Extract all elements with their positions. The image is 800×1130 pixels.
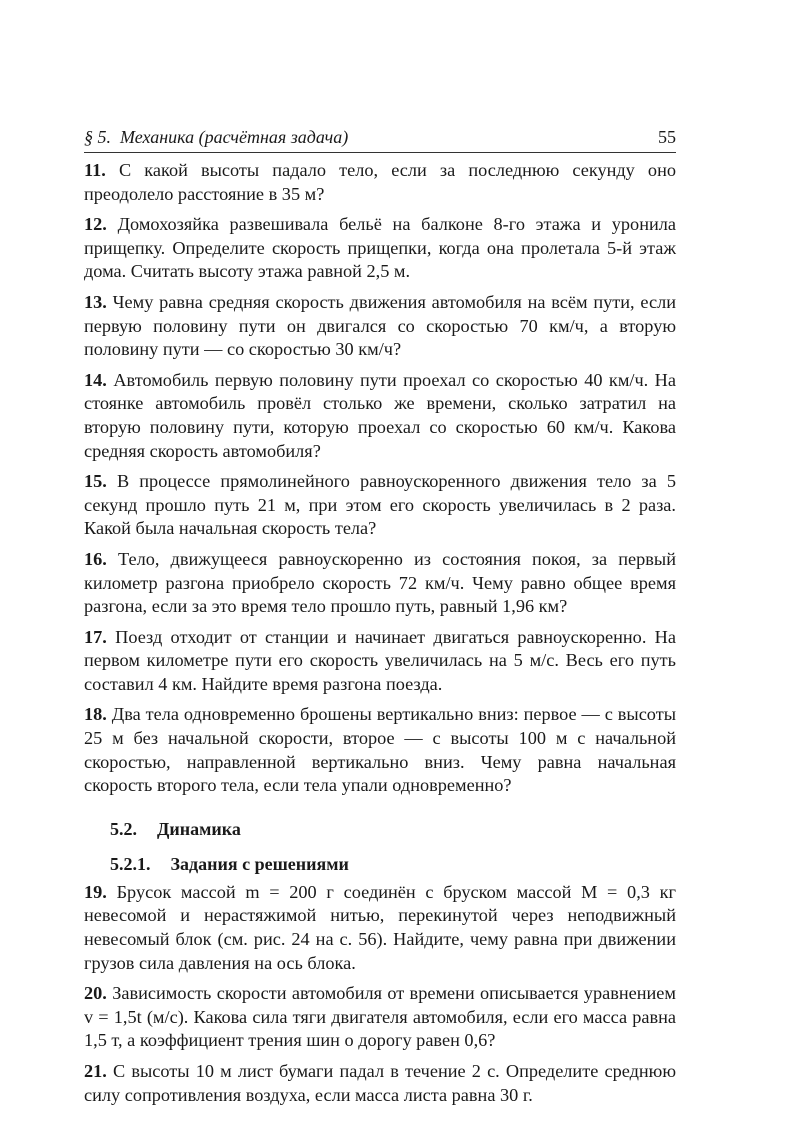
problem-number: 14. — [84, 369, 107, 390]
problem-text: Тело, движущееся равноускоренно из состояния покоя, за первый километр разгона приобрело скорость 72 км/ч. Чему равно общее время разгона, если за это время тело прошло путь, равный 1,96 км? — [84, 548, 676, 617]
subsection-title: Задания с решениями — [170, 853, 349, 874]
problem-item — [84, 982, 676, 1053]
problem-item — [84, 369, 676, 463]
header-chapter-title: Механика (расчётная задача) — [120, 127, 349, 147]
problem-number: 21. — [84, 1061, 107, 1081]
problem-text: Два тела одновременно брошены вертикально вниз: первое — с высоты 25 м без начальной скорости, второе — с высоты 100 м с начальной скоростью, направленной вертикально вниз. Чему равна начальная скорость второго тела, если тела упали одновременно? — [84, 704, 676, 796]
problem-list-b — [84, 881, 676, 1107]
problem-text: Брусок массой m = 200 г соединён с бруском массой M = 0,3 кг невесомой и нерастяжимой нитью, перекинутой через неподвижный невесомый блок (см. рис. 24 на с. 56). Найдите, чему равна при движении грузов сила давления на ось блока. — [84, 881, 676, 973]
problem-text: Автомобиль первую половину пути проехал со скоростью 40 км/ч. На стоянке автомобиль провёл столько же времени, сколько затратил на вторую половину пути, которую проехал со скоростью 60 км/ч. Какова средняя скорость автомобиля? — [84, 369, 676, 461]
problem-item — [84, 626, 676, 697]
problem-number: 15. — [84, 471, 107, 492]
problem-number: 16. — [84, 548, 107, 569]
problem-text: Поезд отходит от станции и начинает двигаться равноускоренно. На первом километре пути его скорость увеличилась на 5 м/с. Весь его путь составил 4 км. Найдите время разгона поезда. — [84, 626, 676, 694]
problem-text: Домохозяйка развешивала бельё на балконе 8-го этажа и уронила прищепку. Определите скорость прищепки, когда она пролетала 5-й этаж дома. Считать высоту этажа равной 2,5 м. — [84, 214, 676, 282]
problem-number: 13. — [84, 291, 107, 312]
subsection-heading — [110, 853, 676, 875]
problem-number: 20. — [84, 983, 107, 1004]
problem-text: С высоты 10 м лист бумаги падал в течение 2 с. Определите среднюю силу сопротивления воздуха, если масса листа равна 30 г. — [84, 1061, 676, 1105]
problem-number: 18. — [84, 704, 107, 725]
section-heading — [110, 818, 676, 840]
problem-item — [84, 470, 676, 541]
problem-text: Зависимость скорости автомобиля от времени описывается уравнением v = 1,5t (м/с). Какова сила тяги двигателя автомобиля, если его масса равна 1,5 т, а коэффициент трения шин о дорогу равен 0,6? — [84, 983, 676, 1051]
problem-item — [84, 703, 676, 797]
problem-item — [84, 291, 676, 362]
problem-text: Чему равна средняя скорость движения автомобиля на всём пути, если первую половину пути он двигался со скоростью 70 км/ч, а вторую половину пути — со скоростью 30 км/ч? — [84, 291, 676, 360]
problem-number: 12. — [84, 214, 107, 235]
problem-list-a — [84, 159, 676, 798]
page-number: 55 — [658, 127, 676, 147]
section-number: 5.2. — [110, 818, 137, 839]
problem-item — [84, 1060, 676, 1107]
problem-number: 19. — [84, 881, 107, 902]
section-title: Динамика — [157, 818, 241, 839]
problem-text: С какой высоты падало тело, если за последнюю секунду оно преодолело расстояние в 35 м? — [84, 160, 676, 204]
problem-item — [84, 548, 676, 619]
problem-number: 17. — [84, 626, 107, 647]
book-page — [84, 127, 676, 1107]
header-title — [84, 127, 348, 148]
header-section: § 5. — [84, 127, 111, 147]
problem-item — [84, 213, 676, 284]
problem-text: В процессе прямолинейного равноускоренного движения тело за 5 секунд прошло путь 21 м, при этом его скорость увеличилась в 2 раза. Какой была начальная скорость тела? — [84, 471, 676, 539]
running-header — [84, 127, 676, 153]
subsection-number: 5.2.1. — [110, 853, 151, 874]
problem-number: 11. — [84, 160, 106, 180]
problem-item — [84, 881, 676, 975]
problem-item — [84, 159, 676, 206]
